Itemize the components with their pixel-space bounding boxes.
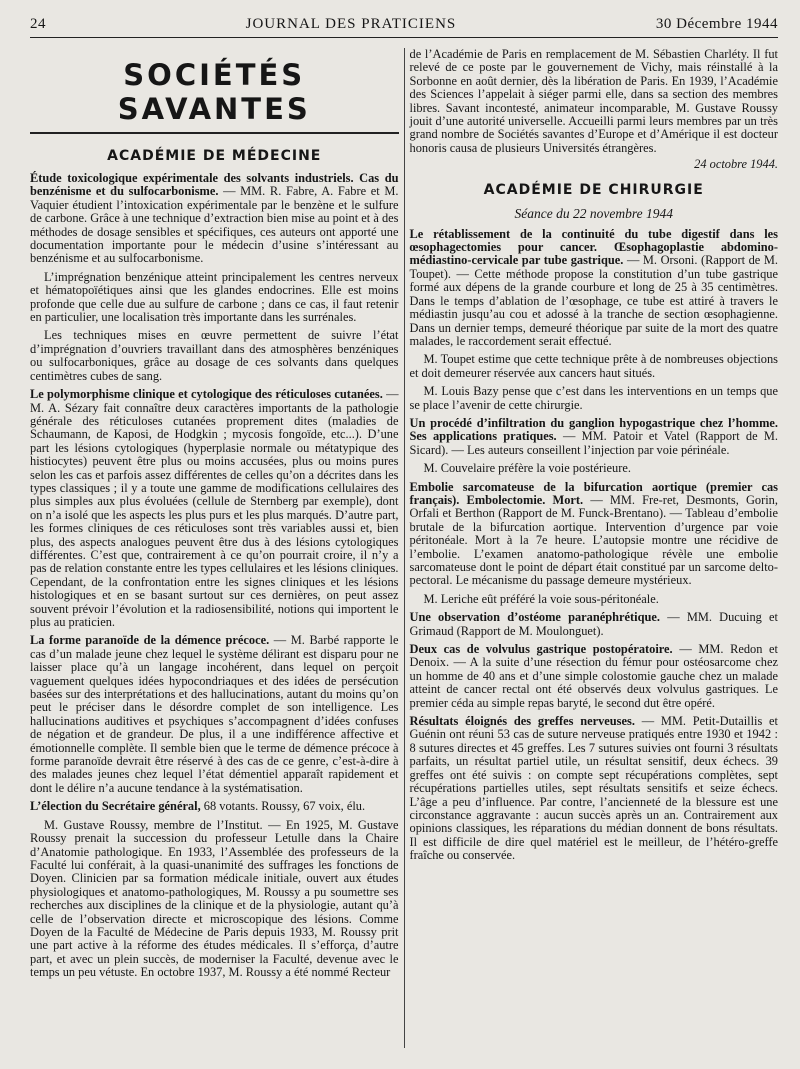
article-greffes (410, 715, 779, 862)
article-election (30, 800, 399, 813)
page-number: 24 (30, 16, 46, 32)
paragraph: M. Toupet estime que cette technique prête à de nombreuses objections et doit demeurer réservée aux cancers haut situés. (409, 352, 778, 380)
article-embolie (410, 481, 779, 588)
article-text: — MM. Patoir et Vatel (Rapport de M. Sicard). — Les auteurs conseillent l’injection par voie périnéale. (409, 429, 778, 457)
paragraph: L’imprégnation benzénique atteint principalement les centres nerveux et hématopoïétiques ainsi que les glandes endocrines. Elle est moins profonde que celle due au sulfure de carbone ; dans ce cas, il faut retenir en particulier, une localisation très importante dans les surrénales. (30, 269, 399, 325)
article-text: — MM. Fre-ret, Desmonts, Gorin, Orfali et Berthon (Rapport de M. Funck-Brentano). — Tableau d’embolie brutale de la bifurcation aortique. Intervention d’urgence par voie péritonéale. Mort à la 7e heure. L’autopsie montre une récidive de l’embolie. L’examen anatomo-pathologique révèle une embolie sarcomateuse dont le point de départ était constitué par un sarcome delto-pectoral. Le mécanisme du passage demeure mystérieux. (409, 492, 778, 588)
article-lead: Embolie sarcomateuse de la bifurcation aortique (premier cas français). Embolectomie. Mort. (409, 479, 778, 507)
right-column (404, 48, 779, 1048)
article-ganglion (410, 417, 779, 457)
article-demence (30, 634, 399, 795)
paragraph: M. Gustave Roussy, membre de l’Institut. — En 1925, M. Gustave Roussy prenait la succession du professeur Letulle dans la Chaire d’Anatomie pathologique. En 1933, l’Assemblée des professeurs de la Faculté lui conférait, à la quasi-unanimité des suffrages les fonctions de Doyen. Clinicien par sa formation médicale initiale, ouvert aux études physiologiques et anatomo-pathologiques, M. Roussy a pu soumettre ses recherches aux disciplines de la clinique et de la physiologie, autant qu’à celle de l’observation directe et microscopique des lésions. Comme Doyen de la Faculté de Médecine de Paris depuis 1933, M. Roussy prit une part active à la réforme des études médicales. Il s’efforça, d’autre part, et avec un plein succès, de moderniser la Faculté, devenue avec le temps un peu vétuste. En octobre 1937, M. Roussy a été nommé Recteur (30, 817, 399, 980)
article-osteome (410, 611, 779, 638)
seance-date: Séance du 22 novembre 1944 (514, 205, 673, 221)
article-lead: Deux cas de volvulus gastrique postopératoire. (409, 642, 673, 657)
article-lead: L’élection du Secrétaire général, (30, 799, 201, 814)
article-text: — MM. Petit-Dutaillis et Guénin ont réuni 53 cas de suture nerveuse pratiqués entre 1930 et 1942 : 8 sutures directes et 45 greffes. Les 7 sutures suivies ont fourni 3 résultats parfaits, un résultat partiel utile, un résultat sensitif, deux échecs. 39 greffes ont été suivis : on compte sept récupérations complètes, sept récupérations partielles utiles, sept résultats sensitifs et seize échecs. L’âge a peu d’influence. Par contre, l’ancienneté de la blessure est une circonstance aggravante : aucun succès après un an. Contrairement aux opinions classiques, les réparations du médian donnent de bons résultats. Il est difficile de dire quel matériel est le meilleur, de l’hétéro-greffe fraîche ou conservée. (409, 714, 778, 863)
article-lead: La forme paranoïde de la démence précoce. (30, 633, 270, 648)
main-title: SOCIÉTÉS SAVANTES (30, 58, 399, 134)
article-date: 24 octobre 1944. (694, 157, 778, 172)
article-lead: Le polymorphisme clinique et cytologique des réticuloses cutanées. (30, 387, 383, 402)
article-reticuloses (30, 388, 399, 629)
article-text: — M. A. Sézary fait connaître deux caractères importants de la pathologie générale des réticuloses cutanées proprement dites (maladies de Schaumann, de Kaposi, de Hodgkin ; mycosis fongoïde, etc...). D’une part les lésions cytologiques (hyperplasie normale ou métatypique des histiocytes) peuvent être plus ou moins accusées, plus ou moins pures selon les cas et parfois assez différentes de celles qu’on a décrites dans les types classiques ; il y a toute une gamme de modifications cellulaires des plus simples aux plus évoluées (cellule de Sternberg par exemple), dont on n’a isolé que les aspects les plus purs et les plus marqués. D’autre part, les formes cliniques de ces réticuloses sont très variables aussi et, bien plus, des aspects analogues peuvent être dus à des lésions cytologiques différentes. C’est que, contrairement à ce qu’on pourrait croire, il n’y a pas de relation constante entre les types cellulaires et les lésions cliniques. Cependant, de la confrontation entre les signes cliniques et les lésions histologiques et en se basant surtout sur ces dernières, on peut assez souvent prévoir l’évolution et la radiosensibilité, notions qui importent le plus au praticien. (30, 387, 399, 629)
paragraph: M. Leriche eût préféré la voie sous-péritonéale. (423, 591, 659, 606)
section-title-chirurgie: ACADÉMIE DE CHIRURGIE (483, 181, 704, 198)
paragraph: M. Couvelaire préfère la voie postérieure. (423, 461, 631, 476)
paragraph-continued: de l’Académie de Paris en remplacement de M. Sébastien Charléty. Il fut relevé de ce poste par le gouvernement de Vichy, mais réinstallé à la Sorbonne en août dernier, dès la libération de Paris. En 1939, l’Académie des Sciences l’appelait à siéger parmi elle, dans sa section des membres libres. Savant incontesté, animateur incomparable, M. Gustave Roussy jouit d’une autorité universelle. Accueilli parmi leurs membres par un très grand nombre de Sociétés savantes d’Europe et d’Amérique il est docteur honoris causa de plusieurs Universités étrangères. (409, 48, 778, 155)
article-lead: Le rétablissement de la continuité du tube digestif dans les œsophagectomies pour cancer. Œsophagoplastie abdomino-médiastino-cervicale par tube gastrique. (409, 226, 778, 268)
article-oesophagoplastie (410, 228, 779, 349)
article-text: — M. Orsoni. (Rapport de M. Toupet). — Cette méthode propose la constitution d’un tube gastrique formé aux dépens de la grande courbure et long de 25 à 35 centimètres. Dans le temps d’ablation de l’œsophage, ce tube est attiré à travers le médiastin jusqu’au cou et adossé à la tranche de section œsophagienne. Dans un dernier temps, demeuré théorique par suite de la mort des quatre malades, le raccordement serait effectué. (409, 253, 778, 348)
article-text: — M. Barbé rapporte le cas d’un malade jeune chez lequel le système délirant est disparu pour ne laisser place qu’à un langage incohérent, dans lequel on perçoit vaguement quelques idées hypocondriaques et des idées de persécution basées sur des interprétations et des hallucinations, autant du moins qu’on peut le préciser dans le désordre complet de son intelligence. Les hallucinations auditives et psychiques s’accompagnent d’idées confuses de négation et de grandeur. De plus, il a une indifférence affective et émotionnelle complète. Il semble bien que le terme de démence précoce à forme paranoïde devrait être réservé à des cas de ce genre, c’est-à-dire à des malades jeunes chez lequel l’état démentiel apparaît rapidement et dont le délire n’a aucune tendance à la systématisation. (30, 633, 399, 795)
article-lead: Résultats éloignés des greffes nerveuses. (409, 714, 635, 729)
article-text: — MM. R. Fabre, A. Fabre et M. Vaquier étudient l’intoxication expérimentale par le benzène et le sulfure de carbone. Grâce à une technique d’extraction bien mise au point et à des méthodes de dosage sensibles et spécifiques, ces auteurs ont apporté une documentation importante pour le médecin d’usine s’intéressant au benzénisme et au sulfocarbonisme. (30, 184, 399, 266)
paragraph: M. Louis Bazy pense que c’est dans les interventions en un temps que se place l’avenir de cette chirurgie. (409, 384, 778, 412)
issue-date: 30 Décembre 1944 (655, 16, 778, 32)
paragraph: Les techniques mises en œuvre permettent de suivre l’état d’imprégnation d’ouvriers travaillant dans des atmosphères benzéniques ou sulfocarboniques, grâce au dosage de ces solvants dans quelques centimètres cubes de sang. (30, 328, 399, 383)
article-text: 68 votants. Roussy, 67 voix, élu. (203, 799, 366, 814)
article-volvulus (410, 643, 779, 710)
article-text: — MM. Redon et Denoix. — A la suite d’une résection du fémur pour ostéosarcome chez un homme de 40 ans et d’une simple colostomie gauche chez un malade atteint de cancer rectal ont été observés deux volvulus gastriques. Le premier céda au simple repas baryté, le second dut être opéré. (409, 642, 778, 710)
journal-title: JOURNAL DES PRATICIENS (245, 16, 457, 32)
article-text: — MM. Ducuing et Grimaud (Rapport de M. Moulonguet). (409, 610, 778, 638)
article-lead: Étude toxicologique expérimentale des solvants industriels. Cas du benzénisme et du sulfocarbonisme. (30, 171, 399, 199)
article-lead: Une observation d’ostéome paranéphrétique. (409, 610, 660, 625)
two-column-body (30, 48, 778, 1048)
article-benzenisme (30, 172, 399, 266)
section-title-medecine: ACADÉMIE DE MÉDECINE (107, 148, 322, 164)
running-header (30, 16, 778, 38)
left-column (30, 48, 404, 1048)
article-lead: Un procédé d’infiltration du ganglion hypogastrique chez l’homme. Ses applications pratiques. (409, 415, 778, 444)
